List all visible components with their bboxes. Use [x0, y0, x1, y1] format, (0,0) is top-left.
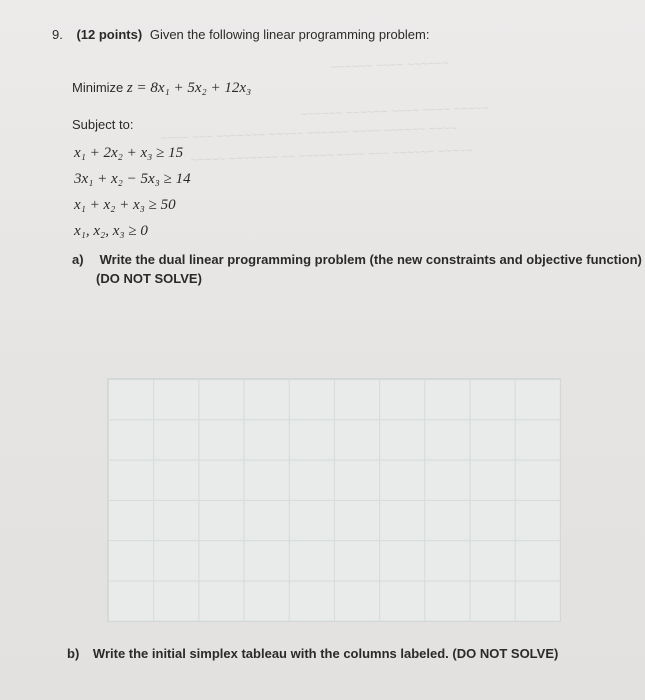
part-b-text: Write the initial simplex tableau with the columns labeled. (DO NOT SOLVE): [92, 646, 559, 661]
objective-function: [72, 80, 251, 97]
constraint-2: 3x₁ + x₂ − 5x₃ ≥ 14: [74, 171, 191, 187]
question-header: [52, 27, 429, 42]
part-b-question: [67, 646, 558, 661]
answer-grid[interactable]: [107, 378, 561, 622]
part-a-note: (DO NOT SOLVE): [96, 271, 202, 286]
objective-expression: z = 8x₁ + 5x₂ + 12x₃: [126, 80, 252, 96]
bleed-through-text: ~~~~~~ ~~~~ ~~~~~~: [329, 55, 450, 75]
part-a-text: Write the dual linear programming problem (the new constraints and objective function): [99, 252, 642, 267]
question-number: 9.: [52, 27, 63, 42]
bleed-through-text: ~~~~ ~~~ ~~~~~~~ ~~~~~ ~~~~~~ ~~~~ ~~~~~~ ~~~~: [159, 120, 457, 146]
objective-label: Minimize: [72, 80, 124, 95]
question-points: (12 points): [76, 27, 143, 42]
part-a-label: a): [72, 252, 84, 267]
question-prompt: Given the following linear programming problem:: [149, 27, 430, 42]
part-a-question: [72, 252, 642, 286]
constraint-list: [74, 145, 191, 249]
bleed-through-text: ~~~~~ ~~~~~~~ ~~ ~~~~~ ~~~~ ~~~ ~~~~~~ ~~~~~: [189, 143, 473, 167]
bleed-through-text: ~~~~~~ ~~~~~~ ~~~~ ~~~~ ~~~~~: [299, 100, 489, 122]
part-b-label: b): [67, 646, 80, 661]
constraint-3: x₁ + x₂ + x₃ ≥ 50: [74, 197, 176, 213]
constraint-1: x₁ + 2x₂ + x₃ ≥ 15: [74, 145, 184, 161]
subject-to-label: Subject to:: [72, 117, 134, 132]
nonnegativity-constraint: x₁, x₂, x₃ ≥ 0: [74, 223, 148, 239]
